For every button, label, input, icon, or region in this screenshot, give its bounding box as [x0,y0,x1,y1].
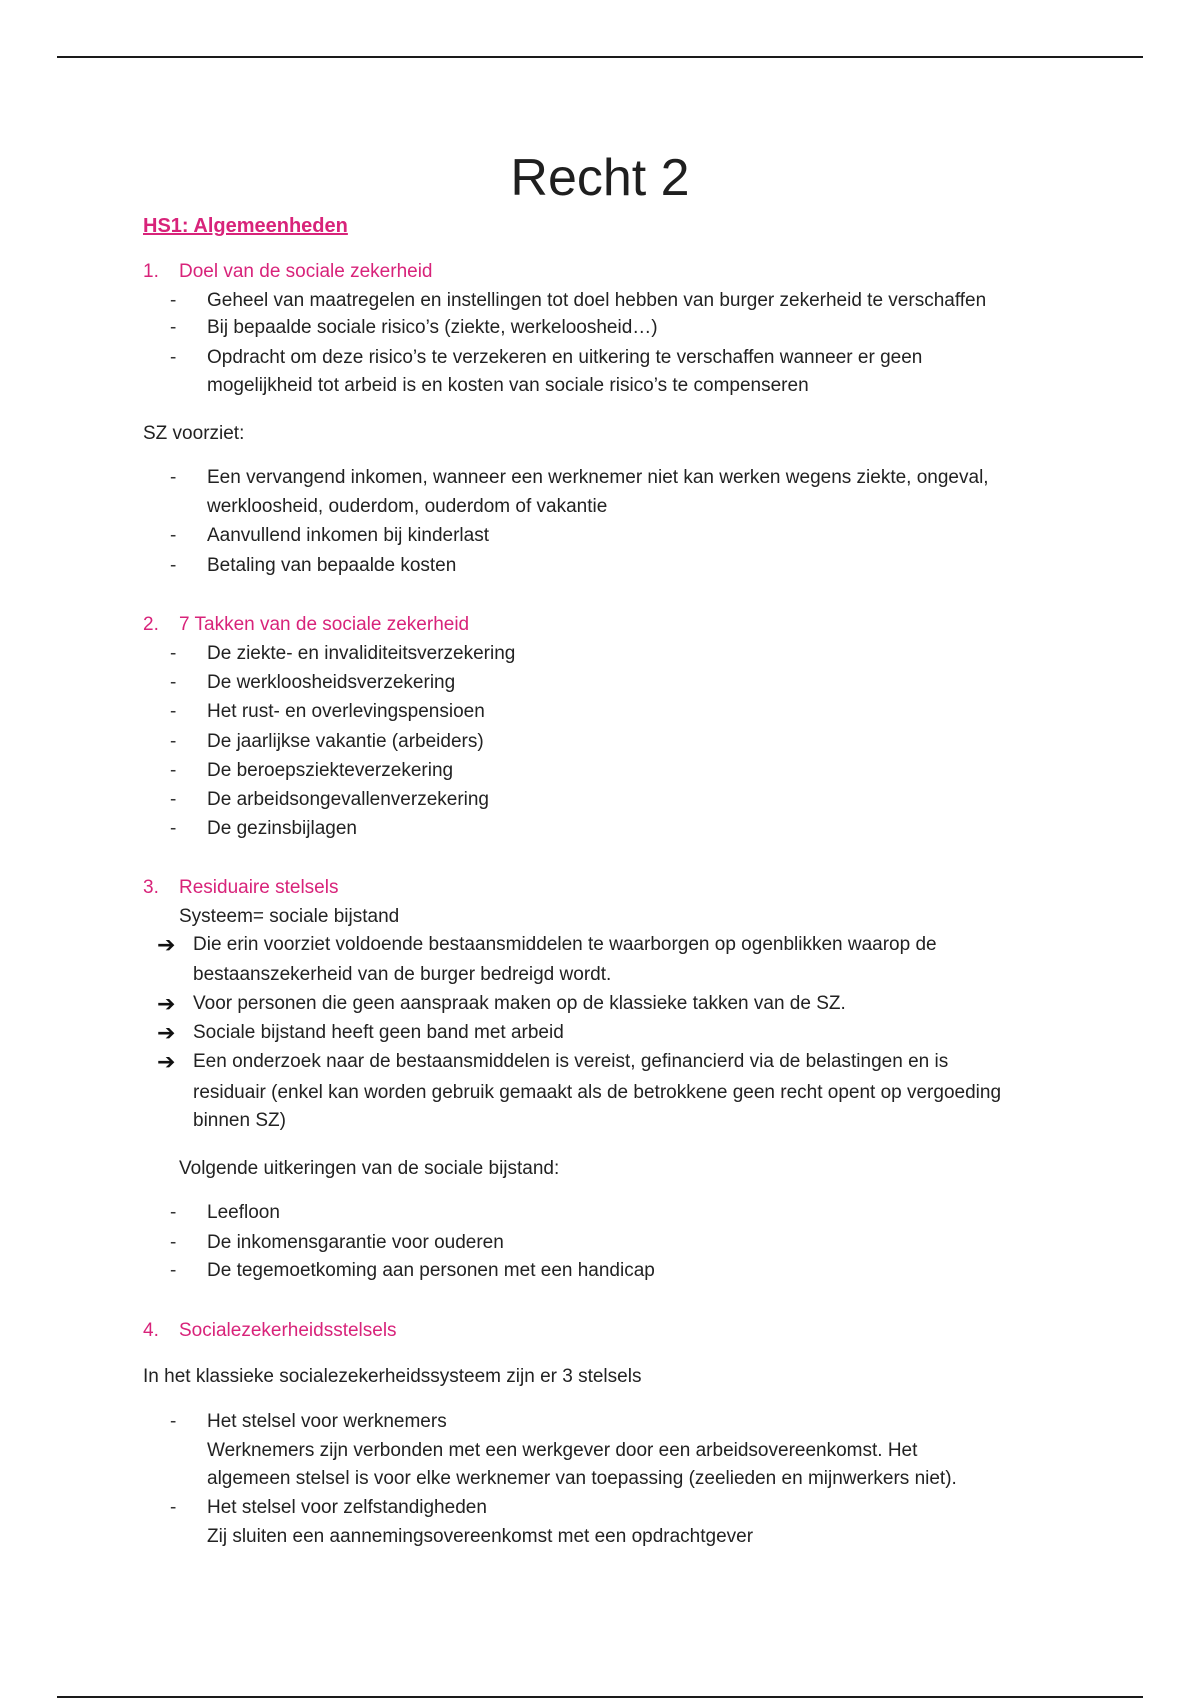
section-1-title: Doel van de sociale zekerheid [179,261,433,282]
arrow-bullet-icon: ➔ [157,1020,176,1045]
arrow-item: Voor personen die geen aanspraak maken op de klassieke takken van de SZ. [193,993,846,1014]
list-item: De ziekte- en invaliditeitsverzekering [207,643,516,664]
list-item: Opdracht om deze risico’s te verzekeren en uitkering te verschaffen wanneer er geen [207,347,923,368]
bottom-rule [57,1696,1143,1698]
arrow-item: Die erin voorziet voldoende bestaansmiddelen te waarborgen op ogenblikken waarop de [193,934,937,955]
bullet-dash: - [170,818,177,839]
bullet-dash: - [170,1202,177,1223]
list-item: Geheel van maatregelen en instellingen tot doel hebben van burger zekerheid te verschaffen [207,290,987,311]
section-2-title: 7 Takken van de sociale zekerheid [179,614,470,635]
list-item-continuation: Werknemers zijn verbonden met een werkgever door een arbeidsovereenkomst. Het [207,1440,918,1461]
section-4-number: 4. [143,1320,159,1341]
arrow-item: Sociale bijstand heeft geen band met arbeid [193,1022,564,1043]
bullet-dash: - [170,317,177,338]
bullet-dash: - [170,672,177,693]
page-title: Recht 2 [510,149,690,207]
list-item-continuation: mogelijkheid tot arbeid is en kosten van sociale risico’s te compenseren [207,375,809,396]
section-3-title: Residuaire stelsels [179,877,339,898]
list-item: Betaling van bepaalde kosten [207,555,457,576]
list-item: Het rust- en overlevingspensioen [207,701,485,722]
bullet-dash: - [170,347,177,368]
list-item-continuation: algemeen stelsel is voor elke werknemer van toepassing (zeelieden en mijnwerkers niet). [207,1468,957,1489]
section-1-number: 1. [143,261,159,282]
bullet-dash: - [170,1411,177,1432]
chapter-heading: HS1: Algemeenheden [143,215,348,237]
bullet-dash: - [170,290,177,311]
section-intro: In het klassieke socialezekerheidssysteem zijn er 3 stelsels [143,1366,642,1387]
bullet-dash: - [170,555,177,576]
list-item-continuation: Zij sluiten een aannemingsovereenkomst met een opdrachtgever [207,1526,754,1547]
list-item: Het stelsel voor werknemers [207,1411,447,1432]
list-item: Leefloon [207,1202,280,1223]
bullet-dash: - [170,643,177,664]
bullet-dash: - [170,789,177,810]
list-item-continuation: werkloosheid, ouderdom, ouderdom of vakantie [207,496,608,517]
bullet-dash: - [170,467,177,488]
bullet-dash: - [170,1260,177,1281]
bullet-dash: - [170,701,177,722]
section-4-title: Socialezekerheidsstelsels [179,1320,397,1341]
section-2-number: 2. [143,614,159,635]
list-item: De beroepsziekteverzekering [207,760,454,781]
list-item: De werkloosheidsverzekering [207,672,456,693]
arrow-bullet-icon: ➔ [157,1049,176,1074]
section-3-number: 3. [143,877,159,898]
list-item: De tegemoetkoming aan personen met een handicap [207,1260,655,1281]
arrow-bullet-icon: ➔ [157,991,176,1016]
list-item: Bij bepaalde sociale risico’s (ziekte, werkeloosheid…) [207,317,658,338]
bullet-dash: - [170,731,177,752]
list-item: De jaarlijkse vakantie (arbeiders) [207,731,484,752]
list-item: De gezinsbijlagen [207,818,357,839]
arrow-item: Een onderzoek naar de bestaansmiddelen is vereist, gefinancierd via de belastingen en is [193,1051,949,1072]
bullet-dash: - [170,525,177,546]
bullet-dash: - [170,1232,177,1253]
list-item: De arbeidsongevallenverzekering [207,789,490,810]
arrow-bullet-icon: ➔ [157,932,176,957]
list-item: De inkomensgarantie voor ouderen [207,1232,504,1253]
sub-heading: Volgende uitkeringen van de sociale bijstand: [179,1158,560,1179]
list-item: Een vervangend inkomen, wanneer een werknemer niet kan werken wegens ziekte, ongeval, [207,467,989,488]
arrow-item-continuation: residuair (enkel kan worden gebruik gemaakt als de betrokkene geen recht opent op vergoeding [193,1082,1002,1103]
sub-heading: SZ voorziet: [143,423,245,444]
bullet-dash: - [170,1497,177,1518]
section-intro: Systeem= sociale bijstand [179,906,400,927]
arrow-item-continuation: binnen SZ) [193,1110,286,1131]
list-item: Aanvullend inkomen bij kinderlast [207,525,489,546]
top-rule [57,56,1143,58]
arrow-item-continuation: bestaanszekerheid van de burger bedreigd wordt. [193,964,612,985]
bullet-dash: - [170,760,177,781]
list-item: Het stelsel voor zelfstandigheden [207,1497,487,1518]
